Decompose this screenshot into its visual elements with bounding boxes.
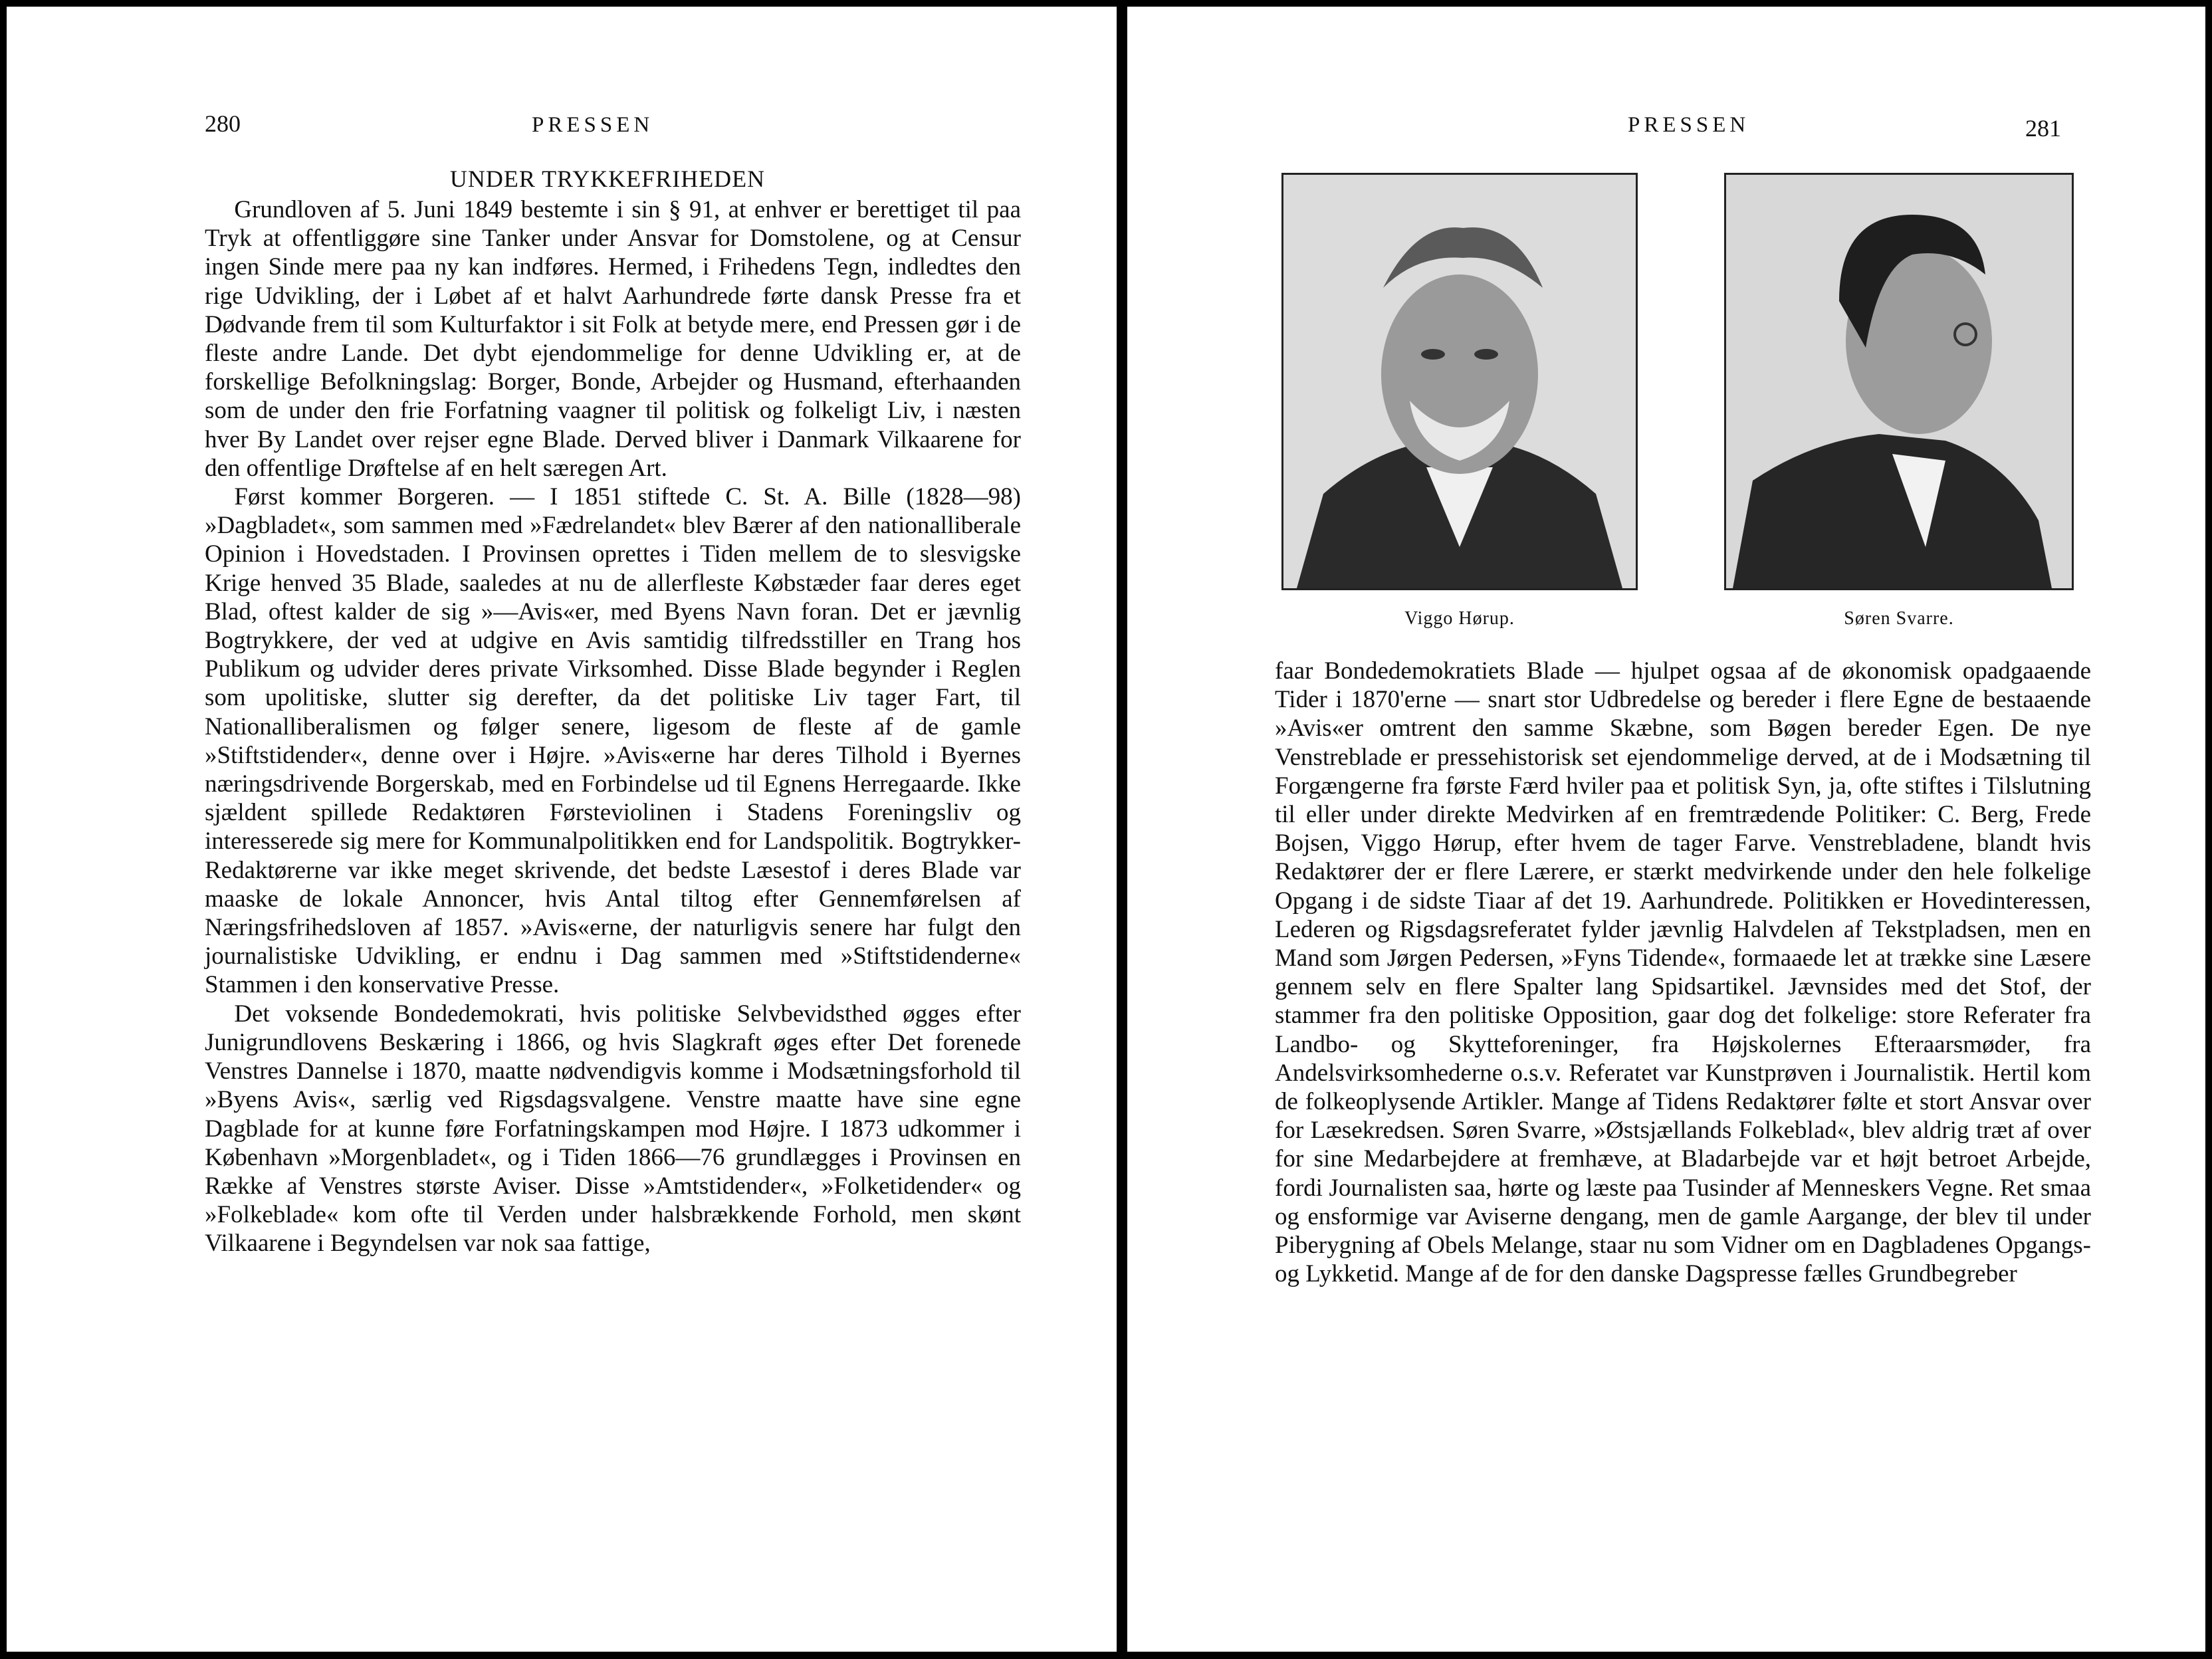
body-text bbox=[205, 195, 1021, 1258]
left-page bbox=[7, 7, 1117, 1652]
photo-caption: Søren Svarre. bbox=[1844, 608, 1954, 629]
portrait-photo-horup bbox=[1281, 173, 1638, 590]
page-number: 281 bbox=[2025, 115, 2061, 142]
portrait-photo-svarre bbox=[1724, 173, 2074, 590]
paragraph: Det voksende Bondedemokrati, hvis politiske Selvbevidsthed øgges efter Junigrundlovens Beskæring i 1866, og hvis Slagkraft øges efter Det forenede Venstres Dannelse i 1870, maatte nødvendigvis komme i Modsætningsforhold til »Byens Avis«, særlig ved Rigsdagsvalgene. Venstre maatte have sine egne Dagblade for at kunne føre Forfatningskampen mod Højre. I 1873 udkommer i København »Morgenbladet«, og i Tiden 1866—76 grundlægges i Provinsen en Række af Venstres største Aviser. Disse »Amtstidender«, »Folketidender« og »Folkeblade« kom ofte til Verden under halsbrækkende Forhold, men skønt Vilkaarene i Begyndelsen var nok saa fattige, bbox=[205, 1000, 1021, 1258]
paragraph: Grundloven af 5. Juni 1849 bestemte i sin § 91, at enhver er berettiget til paa Tryk at offentliggøre sine Tanker under Ansvar for Domstolene, og at Censur ingen Sinde mere paa ny kan indføres. Hermed, i Frihedens Tegn, indledtes den rige Udvikling, der i Løbet af et halvt Aarhundrede førte dansk Presse fra et Dødvande frem til som Kulturfaktor i sit Folk at betyde mere, end Pressen gør i de fleste andre Lande. Det dybt ejendommelige for denne Udvikling er, at de forskellige Befolkningslag: Borger, Bonde, Arbejder og Husmand, efterhaanden som de under den frie Forfatning vaagner til politisk og folkeligt Liv, i næsten hver By Landet over rejser egne Blade. Derved bliver i Danmark Vilkaarene for den offentlige Drøftelse af en helt særegen Art. bbox=[205, 196, 1021, 482]
portrait-image bbox=[1726, 175, 2072, 588]
portrait-image bbox=[1283, 175, 1636, 588]
paragraph: faar Bondedemokratiets Blade — hjulpet ogsaa af de økonomisk opadgaaende Tider i 1870'erne — snart stor Udbredelse og bereder i flere Egne de bestaaende »Avis«er omtrent den samme Skæbne, som Bøgen bereder Egen. De nye Venstreblade er pressehistorisk set ejendommelige derved, at de i Modsætning til Forgængerne fra første Færd hviler paa et politisk Syn, ja, ofte stiftes i Tilslutning til eller under direkte Medvirken af en fremtrædende Politiker: C. Berg, Frede Bojsen, Viggo Hørup, efter hvem de tager Farve. Venstrebladene, blandt hvis Redaktører der er flere Lærere, er stærkt medvirkende under den hele folkelige Opgang i de sidste Tiaar af det 19. Aarhundrede. Politikken er Hovedinteressen, Lederen og Rigsdagsreferatet fylder jævnlig Halvdelen af Tekstpladsen, men en Mand som Jørgen Pedersen, »Fyns Tidende«, formaaede let at trække sine Læsere gennem selv en flere Spalter lang Spidsartikel. Jævnsides med det Stof, der stammer fra den politiske Opposition, gaar dog det folkelige: store Referater fra Landbo- og Skytteforeninger, fra Højskolernes Efteraarsmøder, fra Andelsvirksomhederne o.s.v. Referatet var Kunstprøven i Journalistik. Hertil kom de folkeoplysende Artikler. Mange af Tidens Redaktører følte et stort Ansvar over for Læsekredsen. Søren Svarre, »Østsjællands Folkeblad«, blev aldrig træt af over for sine Medarbejdere at fremhæve, at Bladarbejde var et højt betroet Arbejde, fordi Journalisten saa, hørte og læste paa Tusinder af Menneskers Vegne. Ret smaa og ensformige var Aviserne dengang, men de gamle Aargange, der blev til under Piberygning af Obels Melange, staar nu som Vidner om en Dagbladenes Opgangs- og Lykketid. Mange af de for den danske Dagspresse fælles Grundbegreber bbox=[1275, 657, 2091, 1288]
page-number: 280 bbox=[205, 110, 241, 137]
photo-caption: Viggo Hørup. bbox=[1404, 608, 1515, 629]
section-heading: UNDER TRYKKEFRIHEDEN bbox=[449, 166, 766, 192]
right-page bbox=[1127, 7, 2205, 1652]
body-text bbox=[1275, 657, 2091, 1288]
paragraph: Først kommer Borgeren. — I 1851 stiftede C. St. A. Bille (1828—98) »Dagbladet«, som sammen med »Fædrelandet« blev Bærer af den nationalliberale Opinion i Hovedstaden. I Provinsen oprettes i Tiden mellem de to slesvigske Krige henved 35 Blade, saaledes at nu de allerfleste Købstæder faar deres eget Blad, oftest kalder de sig »—Avis«er, med Byens Navn foran. Det er jævnlig Bogtrykkere, der ved at udgive en Avis samtidig tilfredsstiller en Trang hos Publikum og udvider deres private Virksomhed. Disse Blade begynder i Reglen som upolitiske, slutter sig derefter, da det politiske Liv tager Fart, til Nationalliberalismen og følger senere, ligesom de fleste af de gamle »Stiftstidender«, denne over i Højre. »Avis«erne har deres Tilhold i Byernes næringsdrivende Borgerskab, med en Forbindelse ud til Egnens Herregaarde. Ikke sjældent spillede Redaktøren Førsteviolinen i Stadens Foreningsliv og interesserede sig mere for Kommunalpolitikken end for Landspolitik. Bogtrykker-Redaktørerne var ikke meget skrivende, det bedste Læsestof i deres Blade var maaske de lokale Annoncer, hvis Antal tiltog efter Gennemførelsen af Næringsfrihedsloven af 1857. »Avis«erne, der naturligvis senere har fulgt den journalistiske Udvikling, er endnu i Dag sammen med »Stiftstidenderne« Stammen i den konservative Presse. bbox=[205, 483, 1021, 999]
running-head: PRESSEN bbox=[532, 113, 654, 137]
running-head: PRESSEN bbox=[1628, 113, 1750, 137]
